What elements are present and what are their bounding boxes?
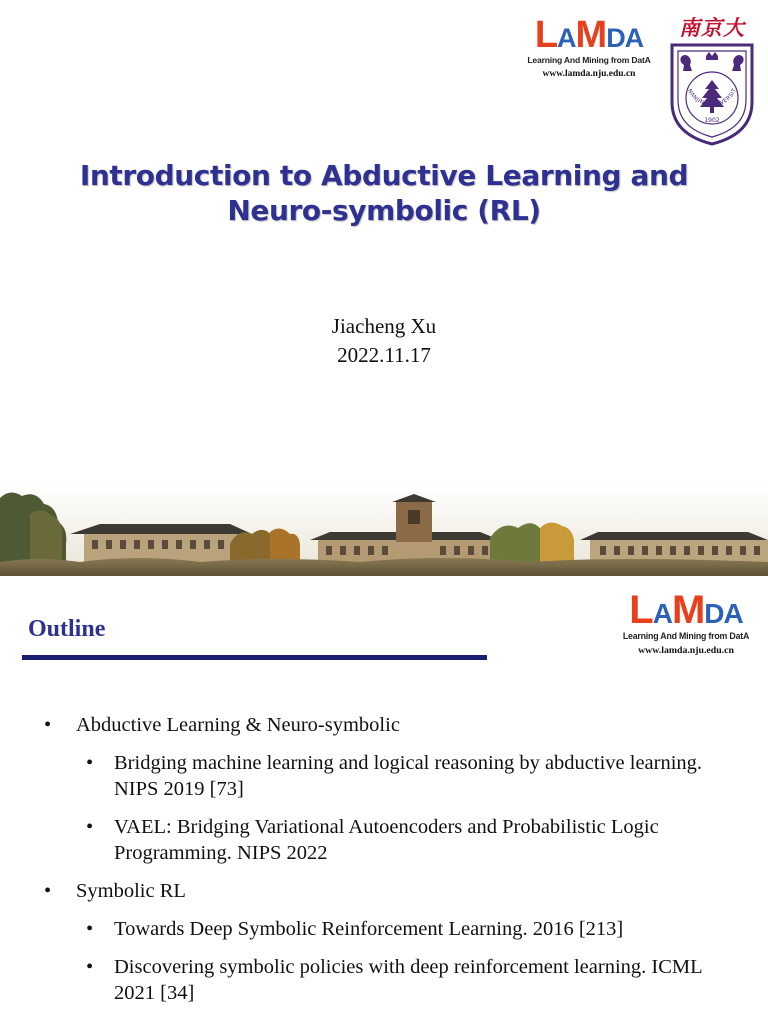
outline-heading: Outline [28, 616, 106, 642]
paper-title: Discovering symbolic policies with deep reinforcement learning. ICML 2021 [34] [114, 956, 702, 1004]
outline-slide [0, 576, 768, 1024]
seal-text: NANJING UNIVERSIT [686, 87, 739, 109]
nju-chinese-name: 南京大 [679, 15, 745, 40]
lamda-tagline: Learning And Mining from DatA [527, 55, 651, 65]
section-label: Symbolic RL [76, 880, 186, 902]
seal-year: 1902 [704, 117, 720, 124]
outline-section [40, 878, 740, 1006]
outline-section [40, 712, 740, 866]
paper-item [76, 814, 740, 866]
author-name: Jiacheng Xu [331, 314, 437, 338]
lamda-logo [618, 590, 754, 656]
paper-item [76, 916, 740, 942]
lamda-wordmark: LAMDA [629, 588, 743, 632]
lamda-tagline: Learning And Mining from DatA [622, 631, 750, 641]
lamda-url: www.lamda.nju.edu.cn [638, 645, 734, 656]
outline-list [40, 712, 740, 1018]
bullet-icon: • [86, 816, 94, 838]
presentation-date: 2022.11.17 [337, 343, 431, 367]
paper-title: Towards Deep Symbolic Reinforcement Learning. 2016 [213] [114, 918, 624, 940]
paper-title: VAEL: Bridging Variational Autoencoders and Probabilistic Logic Programming. NIPS 2022 [114, 816, 659, 864]
paper-list [76, 750, 740, 866]
section-label: Abductive Learning & Neuro-symbolic [76, 714, 400, 736]
bullet-icon: • [86, 956, 94, 978]
heading-underline [22, 655, 487, 660]
lamda-logo [522, 16, 656, 79]
nju-seal-icon [668, 42, 756, 146]
campus-banner-image [0, 484, 768, 576]
title-line-1: Introduction to Abductive Learning and [79, 159, 689, 192]
bullet-icon: • [44, 714, 52, 736]
presentation-title [40, 158, 728, 228]
lamda-url: www.lamda.nju.edu.cn [542, 69, 636, 79]
bullet-icon: • [44, 880, 52, 902]
paper-list [76, 916, 740, 1006]
title-line-2: Neuro-symbolic (RL) [227, 194, 541, 227]
paper-title: Bridging machine learning and logical reasoning by abductive learning. NIPS 2019 [73] [114, 752, 703, 800]
paper-item [76, 750, 740, 802]
lamda-wordmark: LAMDA [534, 14, 644, 56]
paper-item [76, 954, 740, 1006]
bullet-icon: • [86, 752, 94, 774]
bullet-icon: • [86, 918, 94, 940]
